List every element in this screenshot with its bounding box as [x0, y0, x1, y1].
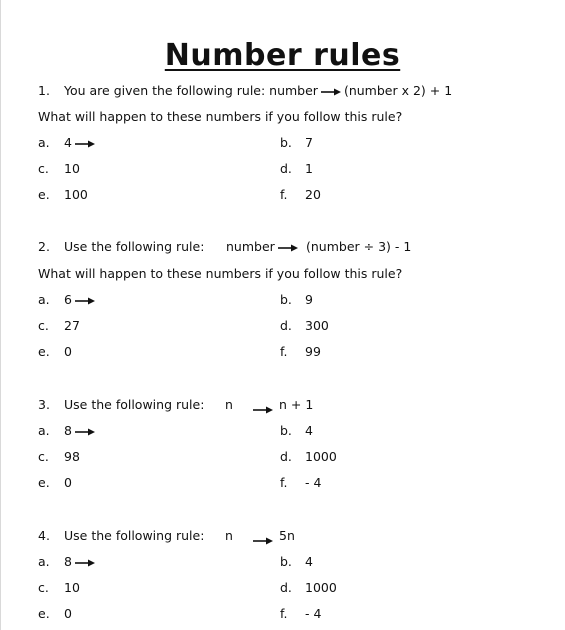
answer-row	[0, 318, 565, 336]
rule-output: 5n	[279, 528, 295, 543]
rule-intro: You are given the following rule: number	[64, 83, 318, 98]
arrow-icon	[75, 558, 95, 568]
answer-letter: e.	[38, 187, 50, 202]
answer-number: 8	[64, 554, 72, 569]
answer-letter: d.	[280, 580, 292, 595]
question-number: 4.	[38, 528, 50, 543]
question-number: 2.	[38, 239, 50, 254]
answer-value	[64, 135, 98, 150]
question-rule	[64, 83, 452, 98]
page-title: Number rules	[164, 38, 401, 73]
answer-value: 1	[305, 161, 313, 176]
question-number: 1.	[38, 83, 50, 98]
question-prompt: What will happen to these numbers if you follow this rule?	[38, 266, 403, 281]
answer-row	[0, 554, 565, 572]
answer-value: 10	[64, 580, 80, 595]
answer-letter: b.	[280, 292, 292, 307]
answer-row	[0, 344, 565, 362]
answer-value: 1000	[305, 580, 337, 595]
answer-letter: d.	[280, 318, 292, 333]
answer-value: 0	[64, 475, 72, 490]
answer-row	[0, 292, 565, 310]
rule-input	[226, 239, 301, 254]
answer-value	[64, 554, 98, 569]
answer-number: 6	[64, 292, 72, 307]
answer-value: - 4	[305, 606, 322, 621]
arrow-icon	[75, 427, 95, 437]
answer-letter: c.	[38, 449, 49, 464]
answer-letter: f.	[280, 187, 288, 202]
answer-value: - 4	[305, 475, 322, 490]
answer-value: 4	[305, 554, 313, 569]
answer-value: 98	[64, 449, 80, 464]
question-number: 3.	[38, 397, 50, 412]
answer-row	[0, 135, 565, 153]
rule-output: (number ÷ 3) - 1	[306, 239, 412, 254]
answer-number: 8	[64, 423, 72, 438]
answer-value: 20	[305, 187, 321, 202]
answer-value: 99	[305, 344, 321, 359]
answer-value: 300	[305, 318, 329, 333]
answer-letter: f.	[280, 475, 288, 490]
answer-value: 7	[305, 135, 313, 150]
answer-value: 0	[64, 606, 72, 621]
answer-row	[0, 580, 565, 598]
answer-letter: e.	[38, 344, 50, 359]
answer-value: 27	[64, 318, 80, 333]
answer-value: 0	[64, 344, 72, 359]
answer-letter: c.	[38, 161, 49, 176]
arrow-icon	[253, 401, 273, 411]
answer-value: 100	[64, 187, 88, 202]
question-prompt: What will happen to these numbers if you follow this rule?	[38, 109, 403, 124]
answer-letter: e.	[38, 606, 50, 621]
answer-letter: c.	[38, 580, 49, 595]
answer-row	[0, 187, 565, 205]
rule-input: n	[225, 528, 233, 543]
answer-letter: f.	[280, 606, 288, 621]
rule-input-text: number	[226, 239, 275, 254]
rule-intro: Use the following rule:	[64, 397, 205, 412]
answer-letter: b.	[280, 423, 292, 438]
question-3-rule-line	[0, 397, 565, 415]
rule-intro: Use the following rule:	[64, 528, 205, 543]
rule-intro: Use the following rule:	[64, 239, 205, 254]
answer-row	[0, 606, 565, 624]
answer-letter: f.	[280, 344, 288, 359]
answer-letter: b.	[280, 554, 292, 569]
arrow-icon	[253, 532, 273, 542]
answer-value	[64, 292, 98, 307]
answer-letter: a.	[38, 292, 50, 307]
answer-letter: d.	[280, 449, 292, 464]
question-1-prompt-line	[0, 109, 565, 127]
question-2-prompt-line	[0, 266, 565, 284]
arrow-icon	[321, 87, 341, 97]
answer-value: 4	[305, 423, 313, 438]
arrow-icon	[75, 296, 95, 306]
answer-row	[0, 475, 565, 493]
answer-letter: d.	[280, 161, 292, 176]
answer-value: 1000	[305, 449, 337, 464]
question-2-rule-line	[0, 239, 565, 257]
answer-letter: e.	[38, 475, 50, 490]
question-1-rule-line	[0, 83, 565, 101]
arrow-icon	[75, 139, 95, 149]
answer-value: 10	[64, 161, 80, 176]
rule-output: (number x 2) + 1	[343, 83, 453, 98]
answer-row	[0, 161, 565, 179]
arrow-icon	[278, 243, 298, 253]
answer-letter: c.	[38, 318, 49, 333]
answer-letter: a.	[38, 135, 50, 150]
rule-input: n	[225, 397, 233, 412]
answer-letter: a.	[38, 554, 50, 569]
answer-row	[0, 423, 565, 441]
answer-row	[0, 449, 565, 467]
answer-number: 4	[64, 135, 72, 150]
answer-value: 9	[305, 292, 313, 307]
rule-output: n + 1	[279, 397, 314, 412]
question-4-rule-line	[0, 528, 565, 546]
answer-value	[64, 423, 98, 438]
answer-letter: a.	[38, 423, 50, 438]
answer-letter: b.	[280, 135, 292, 150]
